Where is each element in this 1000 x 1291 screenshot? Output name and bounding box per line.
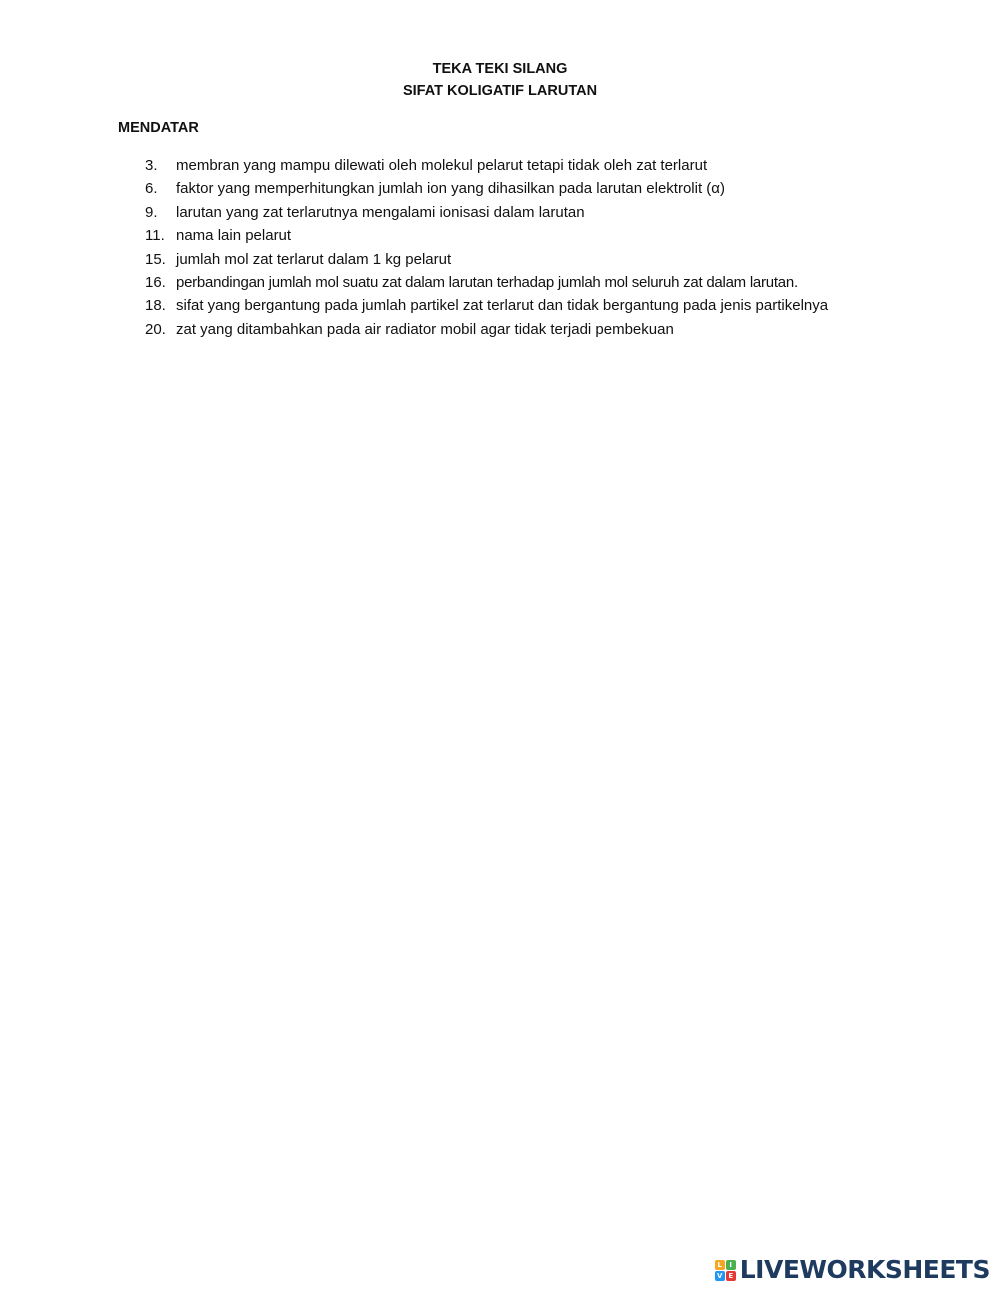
clue-item (118, 248, 880, 271)
clue-number: 16. (145, 274, 166, 292)
clue-text: perbandingan jumlah mol suatu zat dalam larutan terhadap jumlah mol seluruh zat dalam larutan. (176, 274, 798, 292)
page-title-line-1: TEKA TEKI SILANG (432, 61, 568, 77)
clue-item (118, 177, 880, 200)
liveworksheets-logo-icon (715, 1260, 736, 1281)
clue-list (118, 154, 880, 341)
page-title-line-2: SIFAT KOLIGATIF LARUTAN (402, 83, 598, 99)
logo-letter-l: L (715, 1260, 725, 1270)
logo-letter-e: E (726, 1271, 736, 1281)
clue-text: zat yang ditambahkan pada air radiator mobil agar tidak terjadi pembekuan (176, 320, 674, 338)
clue-number: 20. (145, 320, 166, 338)
clue-number: 18. (145, 297, 166, 315)
logo-letter-i: I (726, 1260, 736, 1270)
clue-item (118, 271, 880, 294)
clue-number: 3. (145, 157, 158, 174)
clue-number: 11. (145, 227, 165, 245)
clue-text: larutan yang zat terlarutnya mengalami ionisasi dalam larutan (176, 203, 585, 221)
brand-name: LIVEWORKSHEETS (739, 1255, 990, 1284)
clue-number: 9. (145, 203, 158, 221)
logo-letter-v: V (715, 1271, 725, 1281)
clue-text: nama lain pelarut (176, 227, 292, 245)
clue-text: jumlah mol zat terlarut dalam 1 kg pelarut (176, 250, 452, 268)
clue-item (118, 224, 880, 247)
clue-number: 6. (145, 180, 158, 198)
clue-text: membran yang mampu dilewati oleh molekul pelarut tetapi tidak oleh zat terlarut (176, 157, 708, 174)
clue-item (118, 294, 880, 317)
liveworksheets-brand (715, 1255, 990, 1285)
clue-text: sifat yang bergantung pada jumlah partikel zat terlarut dan tidak bergantung pada jenis partikelnya (176, 297, 829, 315)
clue-text: faktor yang memperhitungkan jumlah ion yang dihasilkan pada larutan elektrolit (α) (176, 180, 725, 198)
section-heading-mendatar: MENDATAR (118, 120, 199, 136)
clue-item (118, 154, 880, 177)
clue-item (118, 201, 880, 224)
clue-number: 15. (145, 250, 166, 268)
clue-item (118, 318, 880, 341)
